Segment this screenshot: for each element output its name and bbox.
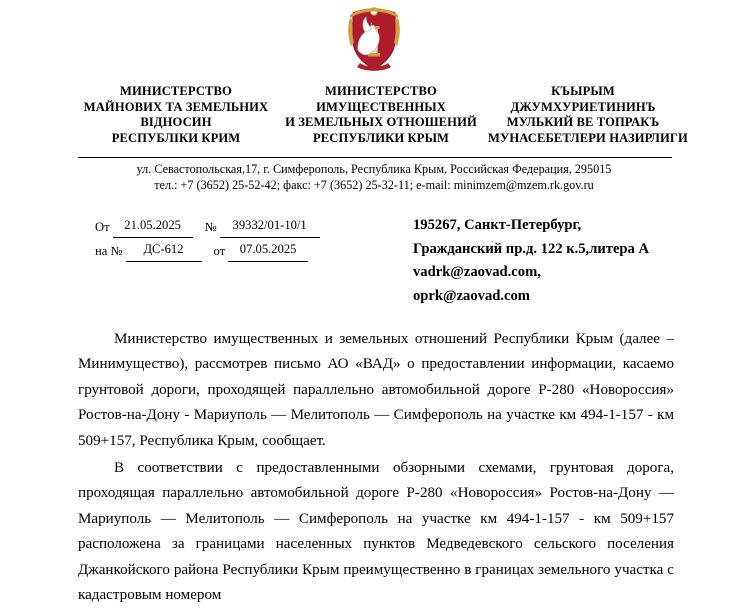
header-mid-line-3: И ЗЕМЕЛЬНЫХ ОТНОШЕНИЙ <box>285 115 477 129</box>
addressee-line-1: 195267, Санкт-Петербург, <box>413 217 582 233</box>
coat-of-arms-icon <box>342 6 406 72</box>
reference-row-incoming <box>95 238 320 262</box>
letter-body <box>78 327 674 608</box>
header-right-line-4: МУНАСЕБЕТЛЕРИ НАЗИРЛИГИ <box>488 130 688 145</box>
header-right-line-3: МУЛЬКИЙ ВЕ ТОПРАКЪ <box>506 115 660 129</box>
incoming-date-label: от <box>213 244 226 258</box>
from-label: От <box>95 220 110 234</box>
addressee-email-1: vadrk@zaovad.com, <box>413 264 541 280</box>
body-paragraph-2: В соответствии с предоставленными обзорными схемами, грунтовая дорога, проходящая параллельно автомобильной дороге Р-280 «Новороссия» Ростов-на-Дону — Мариуполь — Мелитополь — Симферополь на участке км 494-1-157 - км 509+157 расположена за границами населенных пунктов Медведевского сельского поселения Джанкойского района Республики Крым преимущественно в границах земельного участка с кадастровым номером <box>78 460 674 604</box>
header-mid-line-1: МИНИСТЕРСТВО <box>325 84 437 98</box>
reference-row-outgoing <box>95 214 320 238</box>
addressee-email-2: oprk@zaovad.com <box>413 287 530 304</box>
ministry-name-russian <box>277 84 485 146</box>
on-number-label: на № <box>95 244 123 258</box>
ministry-header <box>78 84 688 146</box>
ministry-name-ukrainian <box>78 84 274 146</box>
incoming-number-value: ДС-612 <box>126 238 202 262</box>
header-left-line-4: РЕСПУБЛІКИ КРИМ <box>111 130 241 145</box>
reference-block <box>95 214 320 262</box>
header-mid-line-2: ИМУЩЕСТВЕННЫХ <box>316 99 446 114</box>
number-label: № <box>204 220 217 234</box>
office-address: ул. Севастопольская,17, г. Симферополь, Республика Крым, Российская Федерация, 295015 <box>136 162 612 176</box>
incoming-date-value: 07.05.2025 <box>228 238 308 262</box>
header-right-line-2: ДЖУМХУРИЕТИНИНЪ <box>510 99 656 114</box>
header-divider <box>78 157 672 158</box>
addressee-line-2: Гражданский пр.д. 122 к.5,литера А <box>413 240 650 257</box>
header-right-line-1: КЪЫРЫМ <box>551 84 615 98</box>
header-mid-line-4: РЕСПУБЛИКИ КРЫМ <box>312 130 450 145</box>
body-paragraph-1: Министерство имущественных и земельных отношений Республики Крым (далее – Минимущество), рассмотрев письмо АО «ВАД» о предоставлении информации, касаемо грунтовой дороги, проходящей параллельно автомобильной дороге Р-280 «Новороссия» Ростов-на-Дону - Мариуполь — Мелитополь — Симферополь на участке км 494-1-157 - км 509+157, Республика Крым, сообщает. <box>78 331 674 449</box>
header-left-line-3: ВІДНОСИН <box>140 115 212 129</box>
office-phones-email: тел.: +7 (3652) 25-52-42; факс: +7 (3652) 25-32-11; e-mail: minimzem@mzem.rk.gov.ru <box>154 178 594 192</box>
ministry-name-crimean-tatar <box>488 84 688 146</box>
header-left-line-2: МАЙНОВИХ ТА ЗЕМЕЛЬНИХ <box>83 99 269 114</box>
header-left-line-1: МИНИСТЕРСТВО <box>120 84 232 98</box>
outgoing-date-value: 21.05.2025 <box>113 214 193 238</box>
outgoing-number-value: 39332/01-10/1 <box>220 214 320 238</box>
addressee-block <box>413 214 733 308</box>
emblem-container <box>0 6 748 72</box>
